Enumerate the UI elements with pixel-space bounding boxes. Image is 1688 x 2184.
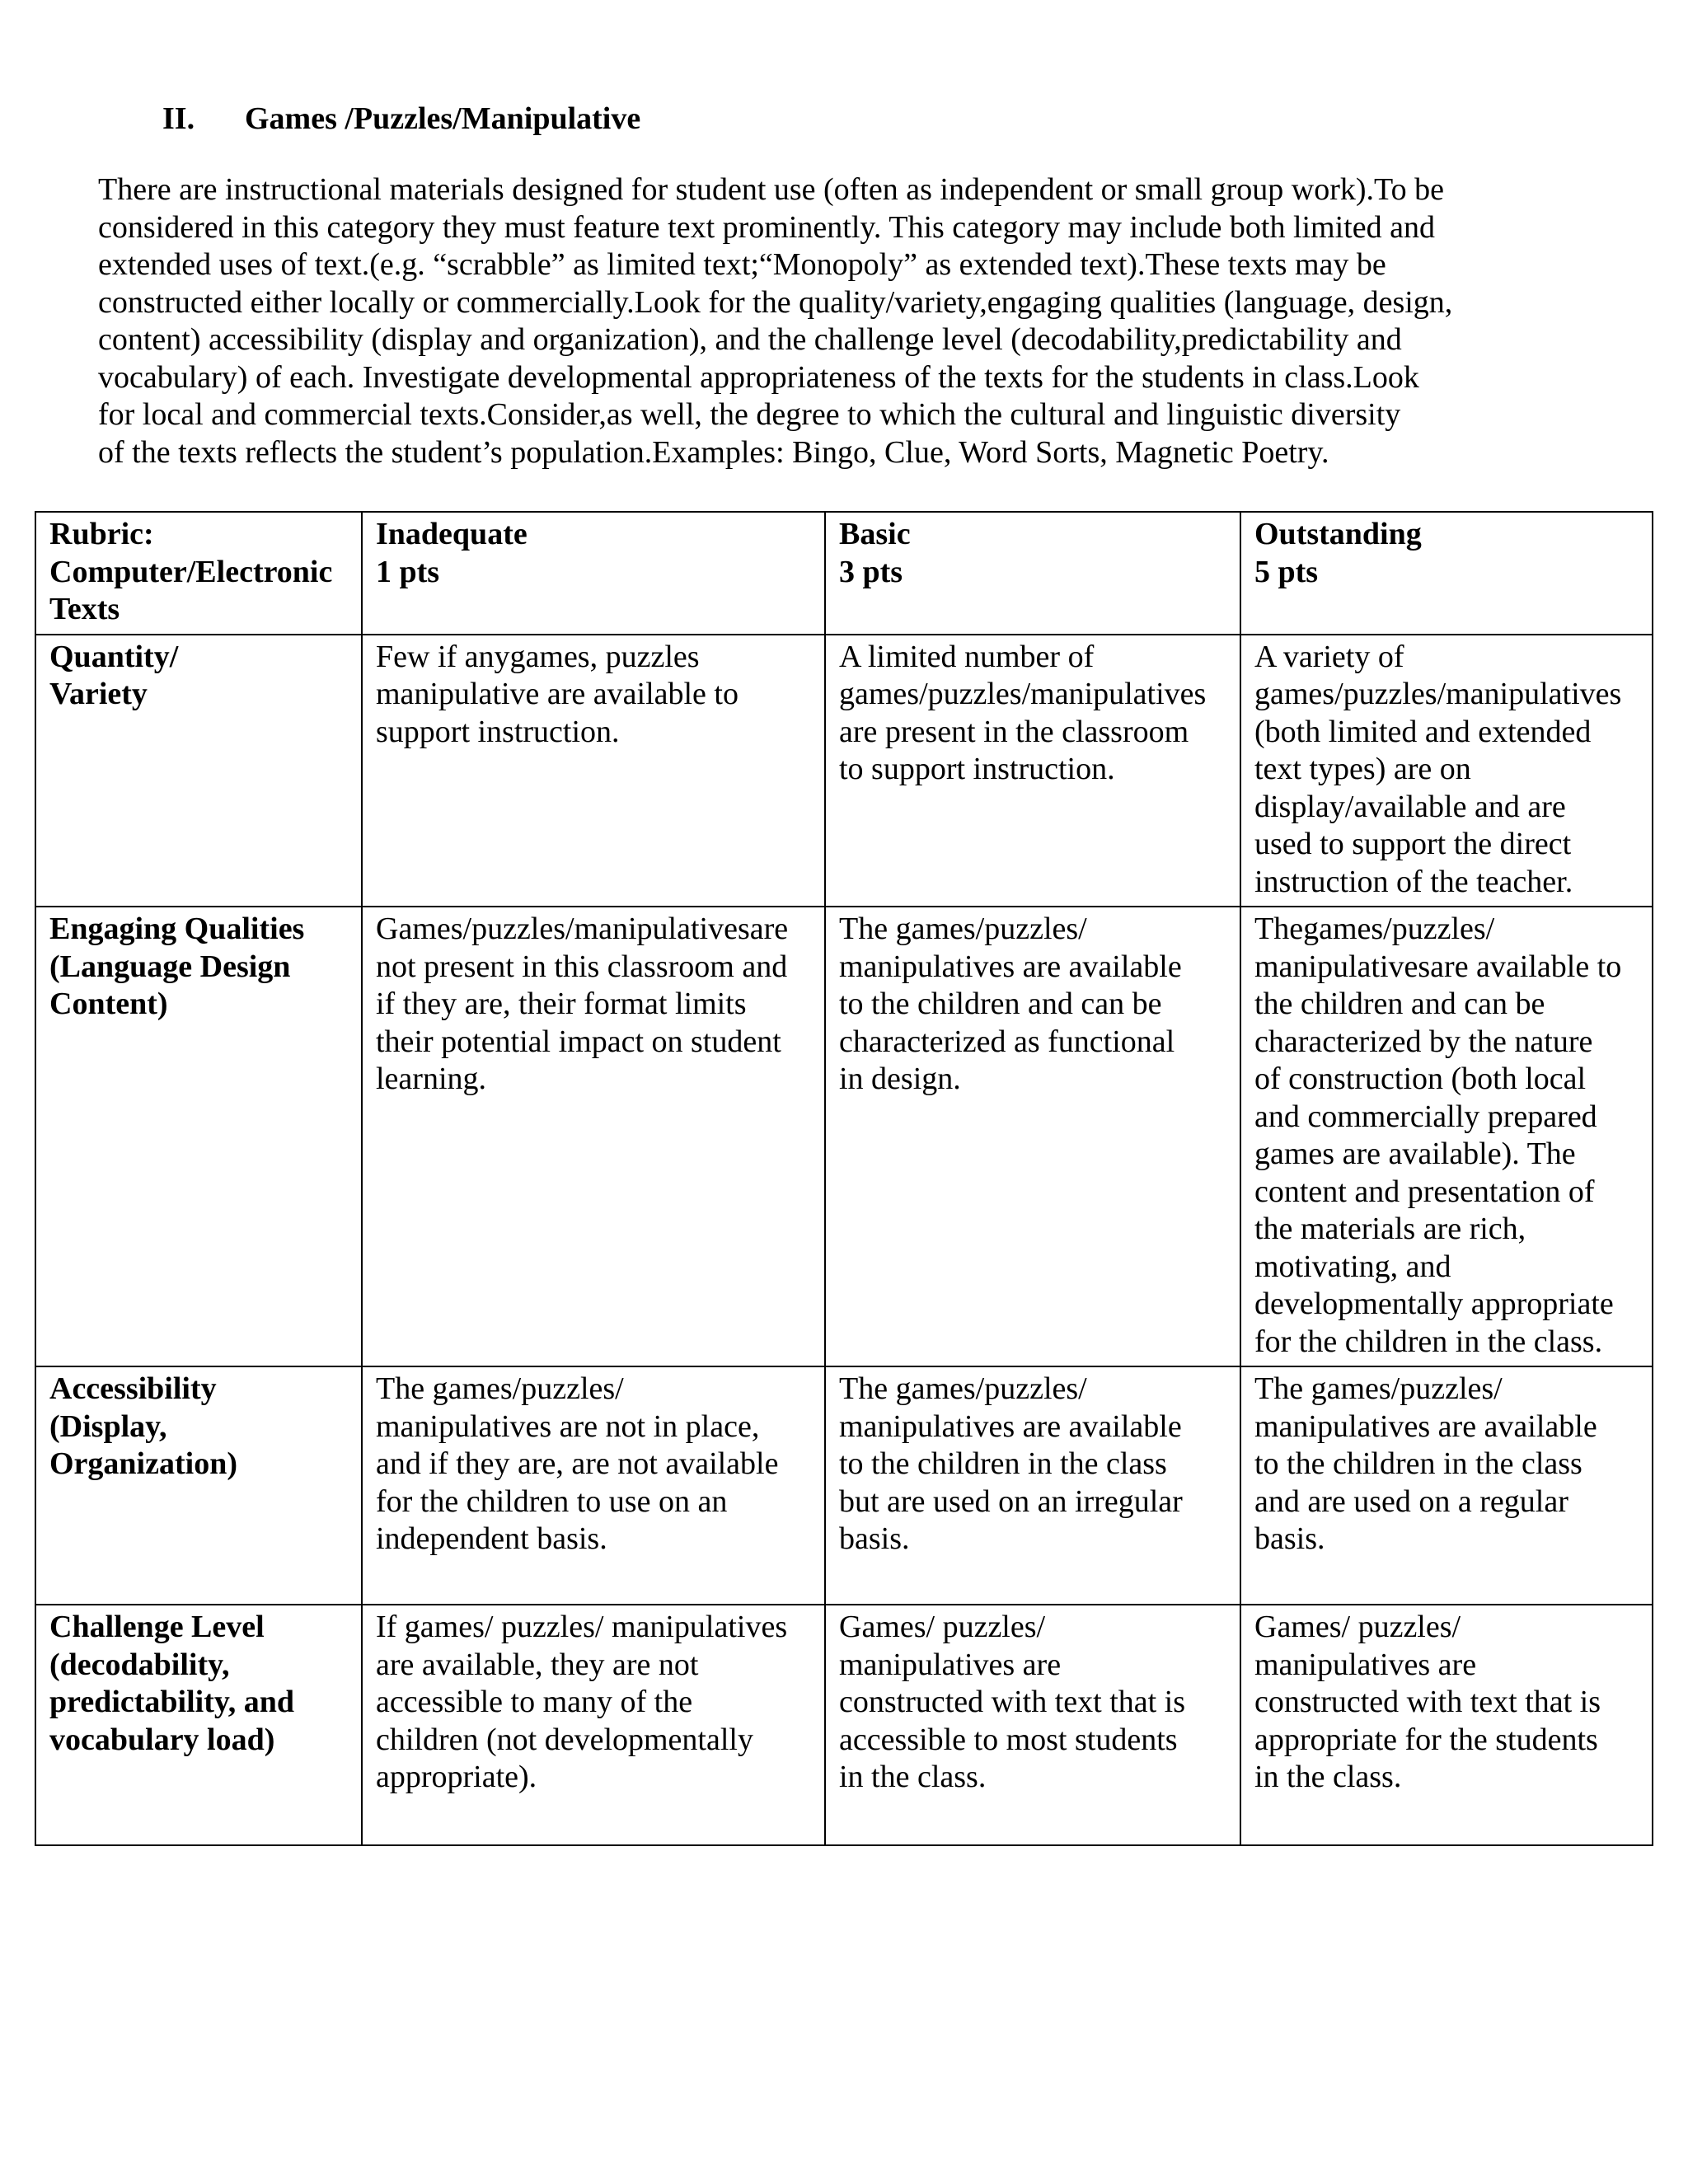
basic-cell: A limited number of games/puzzles/manipulatives are present in the classroom to support instruction. [825,635,1240,907]
table-row-challenge-level [35,1605,1653,1845]
intro-line: content) accessibility (display and organization), and the challenge level (decodability,predictability and [98,322,1402,357]
intro-line: considered in this category they must feature text prominently. This category may include both limited and [98,209,1435,245]
table-row-accessibility [35,1366,1653,1605]
intro-line: vocabulary) of each. Investigate developmental appropriateness of the texts for the students in class.Look [98,359,1419,395]
outstanding-cell: The games/puzzles/ manipulatives are available to the children in the class and are used on a regular basis. [1240,1366,1653,1605]
criterion-cell: Engaging Qualities (Language Design Content) [35,907,362,1366]
basic-cell: The games/puzzles/ manipulatives are available to the children in the class but are used on an irregular basis. [825,1366,1240,1605]
section-number: II. [162,101,195,136]
criterion-cell: Accessibility (Display, Organization) [35,1366,362,1605]
intro-line: extended uses of text.(e.g. “scrabble” as limited text;“Monopoly” as extended text).These texts may be [98,247,1386,282]
outstanding-cell: Thegames/puzzles/ manipulativesare available to the children and can be characterized by the nature of construction (both local and commercially prepared games are available). The content and presentation of the materials are rich, motivating, and developmentally appropriate for the children in the class. [1240,907,1653,1366]
outstanding-cell: Games/ puzzles/ manipulatives are constructed with text that is appropriate for the students in the class. [1240,1605,1653,1845]
header-basic-cell: Basic 3 pts [825,512,1240,635]
table-row-quantity-variety [35,635,1653,907]
inadequate-cell: The games/puzzles/ manipulatives are not in place, and if they are, are not available for the children to use on an independent basis. [362,1366,825,1605]
inadequate-cell: Games/puzzles/manipulativesare not present in this classroom and if they are, their format limits their potential impact on student learning. [362,907,825,1366]
inadequate-cell: Few if anygames, puzzles manipulative are available to support instruction. [362,635,825,907]
intro-paragraph [98,171,1582,471]
table-header-row [35,512,1653,635]
basic-cell: The games/puzzles/ manipulatives are available to the children and can be characterized as functional in design. [825,907,1240,1366]
table-row-engaging-qualities [35,907,1653,1366]
intro-line: There are instructional materials designed for student use (often as independent or small group work).To be [98,172,1444,207]
section-heading [162,97,640,140]
rubric-table [35,511,1653,1846]
header-rubric-cell: Rubric: Computer/Electronic Texts [35,512,362,635]
criterion-cell: Challenge Level (decodability, predictability, and vocabulary load) [35,1605,362,1845]
intro-line: of the texts reflects the student’s population.Examples: Bingo, Clue, Word Sorts, Magnetic Poetry. [98,434,1329,470]
header-outstanding-cell: Outstanding 5 pts [1240,512,1653,635]
inadequate-cell: If games/ puzzles/ manipulatives are available, they are not accessible to many of the children (not developmentally appropriate). [362,1605,825,1845]
intro-line: for local and commercial texts.Consider,as well, the degree to which the cultural and linguistic diversity [98,397,1401,432]
header-inadequate-cell: Inadequate 1 pts [362,512,825,635]
criterion-cell: Quantity/ Variety [35,635,362,907]
basic-cell: Games/ puzzles/ manipulatives are constructed with text that is accessible to most students in the class. [825,1605,1240,1845]
intro-line: constructed either locally or commercially.Look for the quality/variety,engaging qualities (language, design, [98,284,1453,320]
section-title: Games /Puzzles/Manipulative [245,101,641,136]
outstanding-cell: A variety of games/puzzles/manipulatives (both limited and extended text types) are on display/available and are used to support the direct instruction of the teacher. [1240,635,1653,907]
